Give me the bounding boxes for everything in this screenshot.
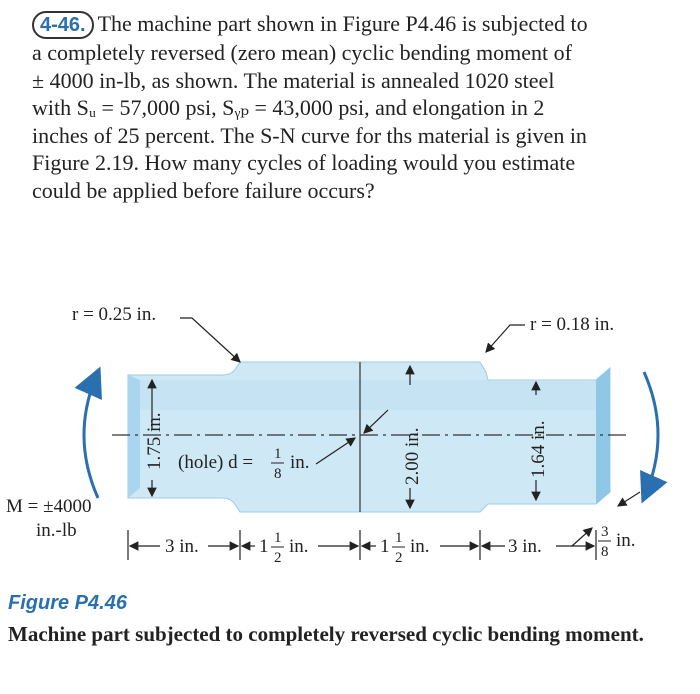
figure-caption-title: Figure P4.46 <box>8 592 127 614</box>
svg-text:1: 1 <box>380 536 390 557</box>
svg-text:8: 8 <box>601 544 609 560</box>
len-3a-label: 3 in. <box>165 536 199 557</box>
problem-line-5: inches of 25 percent. The S-N curve for ths material is given in <box>32 122 587 148</box>
radius-left-leader <box>180 318 240 362</box>
length-dimensions <box>128 530 596 566</box>
svg-text:in.: in. <box>289 536 309 557</box>
dim-right-height-label: 1.64 in. <box>528 420 549 478</box>
moment-label-line1: M = ±4000 <box>6 496 92 517</box>
radius-right-label: r = 0.18 in. <box>530 314 615 335</box>
dim-mid-height-label: 2.00 in. <box>402 427 423 485</box>
svg-text:1: 1 <box>395 530 403 546</box>
figure-caption-text: Machine part subjected to completely reversed cyclic bending moment. <box>8 622 644 646</box>
problem-line-4: with Sᵤ = 57,000 psi, Sᵧₚ = 43,000 psi, and elongation in 2 <box>32 95 545 120</box>
moment-arrow-left <box>84 372 98 498</box>
problem-line-1: 4-46. The machine part shown in Figure P4.46 is subjected to <box>32 10 672 39</box>
figure-machine-part <box>0 280 700 590</box>
moment-arrow-right <box>644 372 658 498</box>
radius-right-leader <box>486 325 525 352</box>
svg-text:8: 8 <box>274 466 282 482</box>
svg-text:in.: in. <box>410 536 430 557</box>
moment-label-line2: in.-lb <box>36 520 77 541</box>
svg-text:1: 1 <box>274 530 282 546</box>
svg-text:2: 2 <box>395 550 403 566</box>
problem-line-2: a completely reversed (zero mean) cyclic bending moment of <box>32 40 572 65</box>
problem-line-7: could be applied before failure occurs? <box>32 177 375 203</box>
problem-number: 4-46. <box>32 11 94 39</box>
problem-line-3: ± 4000 in-lb, as shown. The material is annealed 1020 steel <box>32 67 555 93</box>
dim-left-height-label: 1.75 in. <box>144 412 165 470</box>
svg-text:1: 1 <box>274 446 282 462</box>
svg-text:2: 2 <box>274 550 282 566</box>
svg-text:3: 3 <box>601 524 609 540</box>
svg-text:in.: in. <box>616 530 636 551</box>
problem-statement <box>32 10 672 204</box>
problem-line-6: Figure 2.19. How many cycles of loading would you estimate <box>32 150 576 175</box>
svg-text:in.: in. <box>290 452 310 473</box>
svg-text:(hole) d =: (hole) d = <box>178 452 254 473</box>
svg-text:1: 1 <box>259 536 269 557</box>
len-3b-label: 3 in. <box>508 536 542 557</box>
radius-left-label: r = 0.25 in. <box>72 304 157 325</box>
